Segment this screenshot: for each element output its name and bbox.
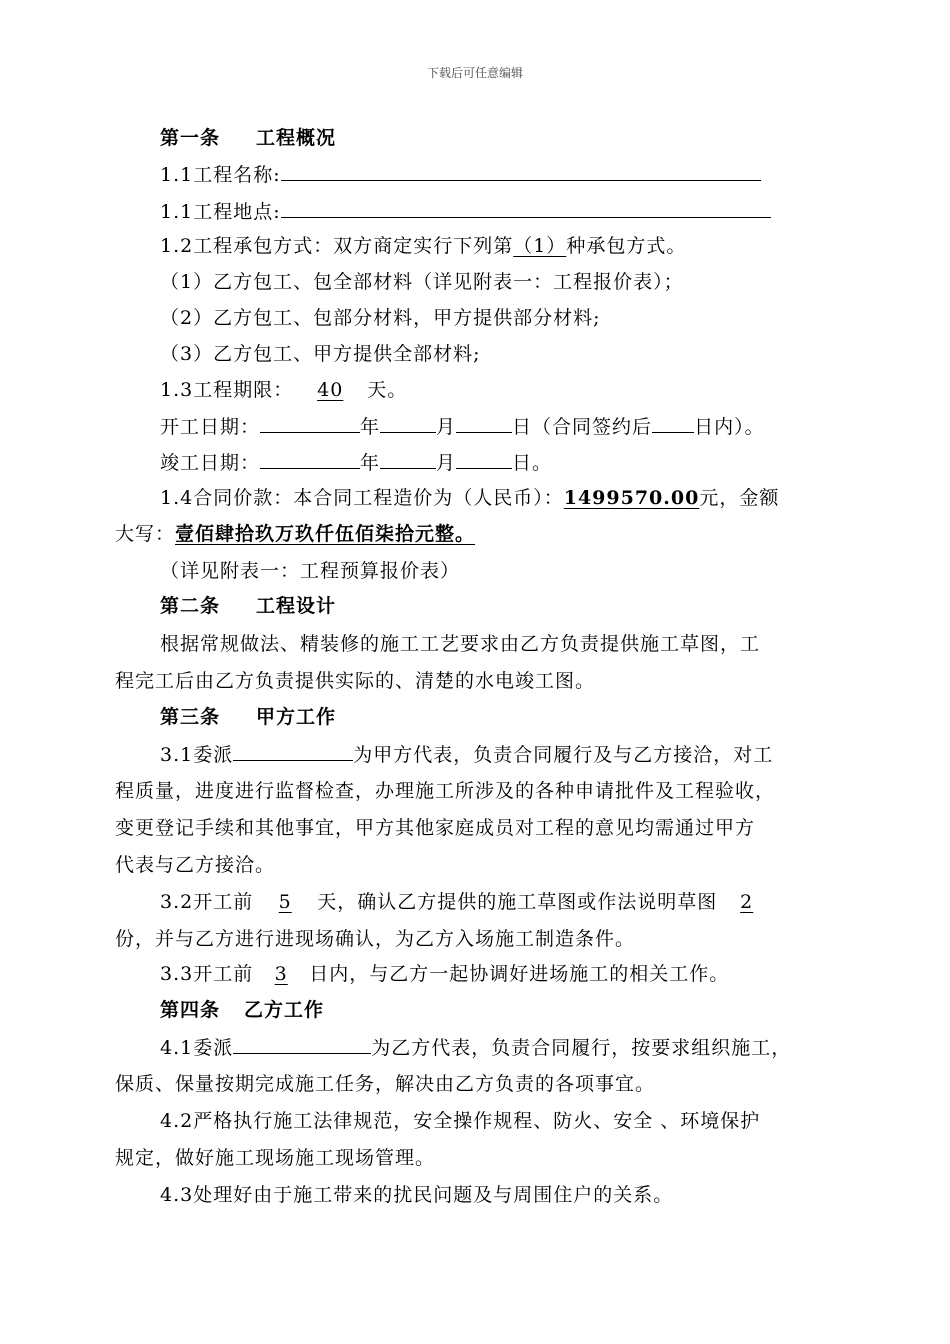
price-words-line (115, 522, 475, 546)
contract-mode-text: 1.2工程承包方式：双方商定实行下列第 (160, 235, 514, 257)
start-month-label: 月 (436, 416, 457, 438)
clause-4-3-line: 4.3处理好由于施工带来的扰民问题及与周围住户的关系。 (160, 1184, 674, 1206)
clause-3-3-days: 3 (274, 963, 288, 985)
clause-3-1-label: 3.1委派 (160, 744, 234, 766)
option-2: （2）乙方包工、包部分材料，甲方提供部分材料; (160, 307, 601, 329)
price-note: （详见附表一：工程预算报价表） (160, 560, 461, 582)
clause-3-1-text: 为甲方代表，负责合同履行及与乙方接洽，对工 (353, 744, 774, 766)
end-year-blank[interactable] (260, 450, 360, 469)
section-3-title: 甲方工作 (256, 706, 337, 728)
price-suffix: 元，金额 (699, 487, 780, 509)
start-date-line (160, 414, 765, 439)
section-4-number: 第四条 (160, 999, 221, 1021)
clause-3-2-line-2: 份，并与乙方进行进现场确认，为乙方入场施工制造条件。 (115, 928, 636, 950)
end-month-blank[interactable] (380, 450, 436, 469)
price-line (160, 486, 779, 510)
party-b-rep-blank[interactable] (233, 1035, 371, 1054)
option-1: （1）乙方包工、包全部材料（详见附表一：工程报价表）； (160, 271, 684, 293)
contract-mode-suffix: 种承包方式。 (566, 235, 687, 257)
start-date-label: 开工日期： (160, 416, 261, 438)
contract-mode-line (160, 234, 686, 258)
duration-label: 1.3工程期限： (160, 379, 294, 401)
clause-4-2-line-2: 规定，做好施工现场施工现场管理。 (115, 1147, 436, 1169)
section-2-heading (160, 594, 336, 618)
clause-3-3-label: 3.3开工前 (160, 963, 254, 985)
clause-3-1-line-4: 代表与乙方接洽。 (115, 854, 276, 876)
section-3-heading (160, 705, 336, 729)
duration-unit: 天。 (367, 379, 408, 401)
clause-3-3-text: 日内，与乙方一起协调好进场施工的相关工作。 (309, 963, 730, 985)
page-header: 下载后可任意编辑 (426, 66, 523, 80)
clause-3-2-text: 天，确认乙方提供的施工草图或作法说明草图 (317, 891, 718, 913)
section-2-number: 第二条 (160, 595, 221, 617)
start-year-label: 年 (360, 416, 381, 438)
design-para-line-1: 根据常规做法、精装修的施工工艺要求由乙方负责提供施工草图，工 (160, 633, 761, 655)
end-date-line (160, 450, 552, 475)
end-year-label: 年 (360, 452, 381, 474)
end-day-label: 日。 (512, 452, 553, 474)
clause-4-2-line-1: 4.2严格执行施工法律规范，安全操作规程、防火、安全 、环境保护 (160, 1110, 761, 1132)
section-1-title: 工程概况 (256, 127, 337, 149)
contract-mode-choice: （1） (513, 235, 567, 257)
project-name-line (160, 162, 761, 187)
price-words-value: 壹佰肆拾玖万玖仟伍佰柒拾元整。 (175, 523, 476, 545)
end-date-label: 竣工日期： (160, 452, 261, 474)
option-3: （3）乙方包工、甲方提供全部材料; (160, 343, 481, 365)
start-day-label: 日（合同签约后 (512, 416, 653, 438)
project-name-blank[interactable] (281, 162, 761, 181)
duration-line (160, 378, 407, 402)
project-location-line (160, 199, 771, 224)
price-value: 1499570.00 (563, 487, 700, 509)
section-4-heading (160, 998, 324, 1022)
clause-3-3-line (160, 962, 729, 986)
clause-3-1-line-2: 程质量，进度进行监督检查，办理施工所涉及的各种申请批件及工程验收， (115, 780, 776, 802)
clause-4-1-line-1 (160, 1035, 791, 1060)
clause-3-2-days: 5 (278, 891, 292, 913)
start-within-blank[interactable] (652, 414, 694, 433)
clause-3-2-copies: 2 (740, 891, 754, 913)
clause-3-2-label: 3.2开工前 (160, 891, 254, 913)
start-day-blank[interactable] (456, 414, 512, 433)
section-1-heading (160, 126, 336, 150)
clause-4-1-text: 为乙方代表，负责合同履行，按要求组织施工， (371, 1037, 792, 1059)
party-a-rep-blank[interactable] (233, 742, 353, 761)
section-4-title: 乙方工作 (244, 999, 325, 1021)
start-month-blank[interactable] (380, 414, 436, 433)
price-words-label: 大写： (115, 523, 176, 545)
project-location-label: 1.1工程地点: (160, 201, 281, 223)
project-location-blank[interactable] (281, 199, 771, 218)
clause-3-2-line-1 (160, 890, 753, 914)
clause-3-1-line-1 (160, 742, 773, 767)
duration-value: 40 (317, 379, 344, 401)
section-1-number: 第一条 (160, 127, 221, 149)
clause-4-1-line-2: 保质、保量按期完成施工任务，解决由乙方负责的各项事宜。 (115, 1073, 656, 1095)
design-para-line-2: 程完工后由乙方负责提供实际的、清楚的水电竣工图。 (115, 670, 596, 692)
section-2-title: 工程设计 (256, 595, 337, 617)
section-3-number: 第三条 (160, 706, 221, 728)
end-day-blank[interactable] (456, 450, 512, 469)
clause-3-1-line-3: 变更登记手续和其他事宜，甲方其他家庭成员对工程的意见均需通过甲方 (115, 817, 756, 839)
start-year-blank[interactable] (260, 414, 360, 433)
project-name-label: 1.1工程名称: (160, 164, 281, 186)
price-label: 1.4合同价款：本合同工程造价为（人民币）： (160, 487, 564, 509)
clause-4-1-label: 4.1委派 (160, 1037, 234, 1059)
start-within-label: 日内）。 (694, 416, 765, 438)
end-month-label: 月 (436, 452, 457, 474)
